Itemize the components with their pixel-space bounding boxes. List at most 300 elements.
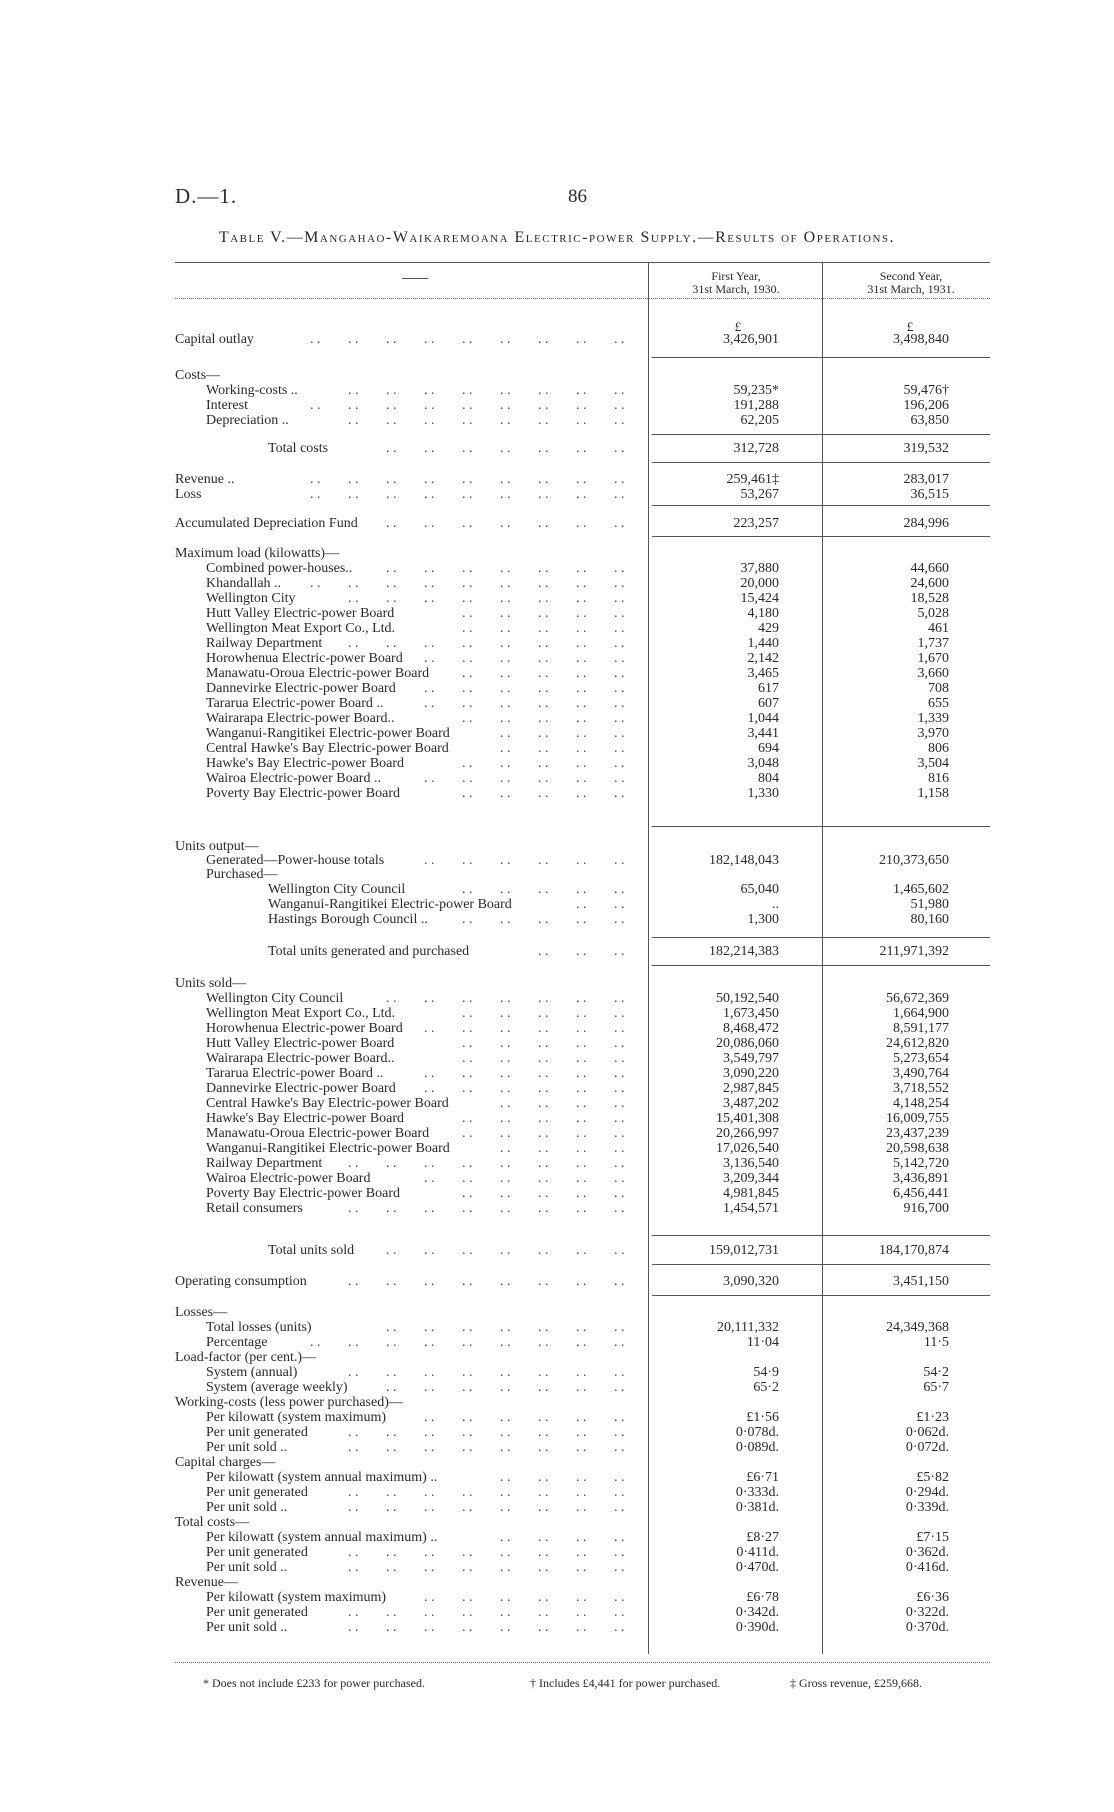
leader-dots: . . (576, 561, 587, 576)
leader-dots: . . (348, 1440, 359, 1455)
leader-dots: . . (614, 1365, 625, 1380)
leader-dots: . . (386, 472, 397, 487)
leader-dots: . . (538, 882, 549, 897)
row-label: Per unit generated (206, 1605, 308, 1620)
leader-dots: . . (576, 1560, 587, 1575)
leader-dots: . . (538, 681, 549, 696)
leader-dots: . . (424, 636, 435, 651)
leader-dots: . . (386, 636, 397, 651)
table-row (0, 383, 1114, 398)
leader-dots: . . (576, 726, 587, 741)
leader-dots: . . (614, 1036, 625, 1051)
leader-dots: . . (500, 1620, 511, 1635)
table-row (0, 591, 1114, 606)
leader-dots: . . (386, 561, 397, 576)
leader-dots: . . (462, 332, 473, 347)
blank-column-dash (402, 278, 428, 279)
leader-dots: . . (424, 1605, 435, 1620)
leader-dots: . . (614, 1141, 625, 1156)
leader-dots: . . (538, 383, 549, 398)
leader-dots: . . (462, 621, 473, 636)
rule-depreciation (652, 536, 990, 537)
leader-dots: . . (500, 383, 511, 398)
leader-dots: . . (424, 1440, 435, 1455)
leader-dots: . . (386, 1425, 397, 1440)
row-label: Hawke's Bay Electric-power Board (206, 756, 405, 771)
table-row (0, 944, 1114, 959)
leader-dots: . . (462, 756, 473, 771)
leader-dots: . . (386, 383, 397, 398)
leader-dots: . . (500, 1051, 511, 1066)
value-second-year: 655 (928, 696, 949, 711)
leader-dots: . . (576, 591, 587, 606)
value-first-year: 3,465 (747, 666, 779, 681)
value-first-year: 182,148,043 (709, 853, 779, 868)
header-bottom-rule (175, 298, 990, 299)
row-label: Poverty Bay Electric-power Board (206, 786, 400, 801)
leader-dots: . . (576, 1470, 587, 1485)
leader-dots: . . (424, 681, 435, 696)
value-first-year: 2,142 (747, 651, 779, 666)
leader-dots: . . (576, 1320, 587, 1335)
table-row (0, 839, 1114, 854)
leader-dots: . . (538, 1410, 549, 1425)
leader-dots: . . (424, 413, 435, 428)
leader-dots: . . (538, 944, 549, 959)
leader-dots: . . (386, 398, 397, 413)
leader-dots: . . (500, 991, 511, 1006)
leader-dots: . . (386, 1335, 397, 1350)
leader-dots: . . (538, 1605, 549, 1620)
leader-dots: . . (538, 1620, 549, 1635)
table-row (0, 1186, 1114, 1201)
leader-dots: . . (500, 1081, 511, 1096)
leader-dots: . . (386, 1545, 397, 1560)
table-row (0, 516, 1114, 531)
leader-dots: . . (500, 441, 511, 456)
row-label: Purchased— (206, 867, 278, 882)
leader-dots: . . (614, 1530, 625, 1545)
table-row (0, 1530, 1114, 1545)
footnote-b: † Includes £4,441 for power purchased. (530, 1676, 721, 1690)
leader-dots: . . (538, 1500, 549, 1515)
value-first-year: 59,235* (733, 383, 779, 398)
leader-dots: . . (500, 1171, 511, 1186)
table-row (0, 1335, 1114, 1350)
leader-dots: . . (462, 1111, 473, 1126)
leader-dots: . . (538, 1320, 549, 1335)
value-first-year: 259,461‡ (726, 472, 779, 487)
leader-dots: . . (576, 516, 587, 531)
row-label: Interest (206, 398, 248, 413)
leader-dots: . . (386, 576, 397, 591)
leader-dots: . . (538, 726, 549, 741)
rule-total-sold (652, 1264, 990, 1265)
value-first-year: 3,426,901 (723, 332, 779, 347)
value-second-year: 36,515 (910, 487, 949, 502)
leader-dots: . . (576, 991, 587, 1006)
leader-dots: . . (348, 1545, 359, 1560)
leader-dots: . . (576, 398, 587, 413)
leader-dots: . . (538, 1021, 549, 1036)
value-first-year: 54·9 (753, 1365, 779, 1380)
leader-dots: . . (424, 332, 435, 347)
leader-dots: . . (500, 398, 511, 413)
leader-dots: . . (614, 771, 625, 786)
leader-dots: . . (462, 666, 473, 681)
value-second-year: 3,451,150 (893, 1274, 949, 1289)
row-label: Depreciation .. (206, 413, 289, 428)
leader-dots: . . (348, 1425, 359, 1440)
leader-dots: . . (462, 696, 473, 711)
leader-dots: . . (310, 487, 321, 502)
leader-dots: . . (576, 1605, 587, 1620)
leader-dots: . . (538, 441, 549, 456)
table-row (0, 1141, 1114, 1156)
value-second-year: 184,170,874 (879, 1243, 949, 1258)
leader-dots: . . (386, 487, 397, 502)
leader-dots: . . (424, 1500, 435, 1515)
value-second-year: 44,660 (910, 561, 949, 576)
leader-dots: . . (500, 696, 511, 711)
row-label: Per kilowatt (system annual maximum) .. (206, 1530, 438, 1545)
value-second-year: £5·82 (916, 1470, 949, 1485)
leader-dots: . . (614, 413, 625, 428)
leader-dots: . . (500, 1365, 511, 1380)
leader-dots: . . (576, 332, 587, 347)
value-first-year: 4,981,845 (723, 1186, 779, 1201)
leader-dots: . . (576, 912, 587, 927)
leader-dots: . . (424, 1274, 435, 1289)
leader-dots: . . (538, 853, 549, 868)
leader-dots: . . (576, 1440, 587, 1455)
leader-dots: . . (614, 332, 625, 347)
row-label: Manawatu-Oroua Electric-power Board (206, 666, 430, 681)
value-second-year: 5,028 (917, 606, 949, 621)
leader-dots: . . (576, 1066, 587, 1081)
leader-dots: . . (576, 441, 587, 456)
leader-dots: . . (576, 383, 587, 398)
leader-dots: . . (614, 591, 625, 606)
value-first-year: 17,026,540 (716, 1141, 779, 1156)
leader-dots: . . (576, 1201, 587, 1216)
value-first-year: 20,266,997 (716, 1126, 779, 1141)
leader-dots: . . (500, 1410, 511, 1425)
leader-dots: . . (462, 1545, 473, 1560)
leader-dots: . . (576, 1141, 587, 1156)
leader-dots: . . (348, 1201, 359, 1216)
leader-dots: . . (424, 383, 435, 398)
table-row (0, 1515, 1114, 1530)
value-first-year: 191,288 (733, 398, 779, 413)
leader-dots: . . (462, 1365, 473, 1380)
table-row (0, 771, 1114, 786)
leader-dots: . . (538, 741, 549, 756)
value-first-year: 3,136,540 (723, 1156, 779, 1171)
leader-dots: . . (462, 882, 473, 897)
value-second-year: 1,339 (917, 711, 949, 726)
leader-dots: . . (614, 1274, 625, 1289)
leader-dots: . . (500, 487, 511, 502)
rule-maxload (652, 826, 990, 827)
leader-dots: . . (424, 1545, 435, 1560)
leader-dots: . . (424, 1365, 435, 1380)
value-first-year: 11·04 (746, 1335, 779, 1350)
leader-dots: . . (576, 882, 587, 897)
leader-dots: . . (462, 1201, 473, 1216)
leader-dots: . . (500, 1066, 511, 1081)
leader-dots: . . (462, 636, 473, 651)
row-label: Losses— (175, 1305, 228, 1320)
table-row (0, 546, 1114, 561)
leader-dots: . . (500, 912, 511, 927)
leader-dots: . . (386, 1440, 397, 1455)
table-row (0, 1156, 1114, 1171)
leader-dots: . . (614, 853, 625, 868)
leader-dots: . . (614, 1171, 625, 1186)
leader-dots: . . (576, 576, 587, 591)
row-label: System (annual) (206, 1365, 298, 1380)
value-first-year: 1,454,571 (723, 1201, 779, 1216)
footnote-a: * Does not include £233 for power purchased. (203, 1676, 425, 1690)
value-second-year: 5,142,720 (893, 1156, 949, 1171)
leader-dots: . . (462, 771, 473, 786)
rule-units-sold (652, 1235, 990, 1236)
row-label: Wairarapa Electric-power Board.. (206, 1051, 395, 1066)
leader-dots: . . (538, 1006, 549, 1021)
leader-dots: . . (614, 398, 625, 413)
row-label: Revenue .. (175, 472, 235, 487)
leader-dots: . . (538, 1156, 549, 1171)
leader-dots: . . (614, 912, 625, 927)
value-second-year: 65·7 (923, 1380, 949, 1395)
leader-dots: . . (614, 1470, 625, 1485)
table-row (0, 1365, 1114, 1380)
value-first-year: 694 (758, 741, 779, 756)
leader-dots: . . (500, 413, 511, 428)
value-second-year: 3,504 (917, 756, 949, 771)
leader-dots: . . (576, 681, 587, 696)
row-label: Wanganui-Rangitikei Electric-power Board (206, 1141, 450, 1156)
leader-dots: . . (500, 1243, 511, 1258)
value-first-year: 15,401,308 (716, 1111, 779, 1126)
leader-dots: . . (424, 1156, 435, 1171)
value-second-year: 816 (928, 771, 949, 786)
table-row (0, 651, 1114, 666)
value-second-year: 0·416d. (905, 1560, 949, 1575)
value-second-year: 3,490,764 (893, 1066, 949, 1081)
leader-dots: . . (500, 1021, 511, 1036)
leader-dots: . . (538, 1081, 549, 1096)
leader-dots: . . (576, 1335, 587, 1350)
leader-dots: . . (538, 1111, 549, 1126)
leader-dots: . . (576, 1096, 587, 1111)
leader-dots: . . (576, 1051, 587, 1066)
table-row (0, 786, 1114, 801)
leader-dots: . . (538, 912, 549, 927)
leader-dots: . . (538, 666, 549, 681)
value-first-year: £1·56 (746, 1410, 779, 1425)
table-row (0, 991, 1114, 1006)
leader-dots: . . (538, 398, 549, 413)
leader-dots: . . (386, 413, 397, 428)
leader-dots: . . (424, 441, 435, 456)
value-first-year: 0·078d. (735, 1425, 779, 1440)
value-first-year: 2,987,845 (723, 1081, 779, 1096)
value-first-year: 429 (758, 621, 779, 636)
table-row (0, 1455, 1114, 1470)
value-first-year: 1,044 (747, 711, 779, 726)
value-second-year: 4,148,254 (893, 1096, 949, 1111)
leader-dots: . . (386, 1320, 397, 1335)
row-label: Generated—Power-house totals (206, 853, 385, 868)
leader-dots: . . (614, 1620, 625, 1635)
leader-dots: . . (576, 487, 587, 502)
leader-dots: . . (538, 786, 549, 801)
row-label: Loss (175, 487, 202, 502)
table-row (0, 882, 1114, 897)
rule-loss (652, 505, 990, 506)
leader-dots: . . (462, 1243, 473, 1258)
leader-dots: . . (348, 1156, 359, 1171)
table-row (0, 398, 1114, 413)
leader-dots: . . (500, 1156, 511, 1171)
leader-dots: . . (424, 1620, 435, 1635)
row-label: Hawke's Bay Electric-power Board (206, 1111, 405, 1126)
leader-dots: . . (614, 576, 625, 591)
row-label: Per kilowatt (system annual maximum) .. (206, 1470, 438, 1485)
col-header-first-year (652, 270, 820, 296)
leader-dots: . . (500, 1470, 511, 1485)
leader-dots: . . (462, 1380, 473, 1395)
leader-dots: . . (614, 472, 625, 487)
leader-dots: . . (348, 1365, 359, 1380)
row-label: Units output— (175, 839, 259, 854)
leader-dots: . . (614, 1545, 625, 1560)
leader-dots: . . (386, 991, 397, 1006)
leader-dots: . . (614, 1081, 625, 1096)
leader-dots: . . (348, 636, 359, 651)
leader-dots: . . (462, 651, 473, 666)
leader-dots: . . (500, 591, 511, 606)
leader-dots: . . (576, 1171, 587, 1186)
row-label: Per unit sold .. (206, 1500, 288, 1515)
value-second-year: 24,600 (910, 576, 949, 591)
leader-dots: . . (462, 1066, 473, 1081)
leader-dots: . . (614, 1021, 625, 1036)
col-second-line2: 31st March, 1931. (867, 282, 955, 296)
leader-dots: . . (538, 1141, 549, 1156)
leader-dots: . . (348, 383, 359, 398)
value-second-year: 1,670 (917, 651, 949, 666)
table-row (0, 1410, 1114, 1425)
leader-dots: . . (576, 1620, 587, 1635)
row-label: Working-costs .. (206, 383, 298, 398)
leader-dots: . . (538, 472, 549, 487)
value-first-year: 8,468,472 (723, 1021, 779, 1036)
leader-dots: . . (538, 1274, 549, 1289)
leader-dots: . . (500, 1605, 511, 1620)
leader-dots: . . (538, 771, 549, 786)
row-label: Central Hawke's Bay Electric-power Board (206, 1096, 449, 1111)
row-label: Railway Department (206, 1156, 323, 1171)
table-row (0, 1545, 1114, 1560)
leader-dots: . . (348, 591, 359, 606)
leader-dots: . . (576, 1380, 587, 1395)
value-first-year: £8·27 (746, 1530, 779, 1545)
leader-dots: . . (500, 1186, 511, 1201)
value-second-year: 16,009,755 (886, 1111, 949, 1126)
leader-dots: . . (500, 1545, 511, 1560)
table-row (0, 1111, 1114, 1126)
leader-dots: . . (500, 1560, 511, 1575)
leader-dots: . . (462, 516, 473, 531)
row-label: Per kilowatt (system maximum) (206, 1410, 387, 1425)
currency-first: £ (734, 319, 742, 334)
value-first-year: 0·390d. (735, 1620, 779, 1635)
leader-dots: . . (500, 1096, 511, 1111)
leader-dots: . . (310, 576, 321, 591)
table-row (0, 1440, 1114, 1455)
row-label: Wairoa Electric-power Board (206, 1171, 371, 1186)
table-row (0, 1425, 1114, 1440)
document-code: D.—1. (175, 184, 238, 208)
leader-dots: . . (500, 621, 511, 636)
leader-dots: . . (462, 711, 473, 726)
leader-dots: . . (576, 606, 587, 621)
value-first-year: 20,111,332 (717, 1320, 779, 1335)
value-first-year: 3,549,797 (723, 1051, 779, 1066)
value-first-year: 53,267 (740, 487, 779, 502)
value-first-year: 65,040 (740, 882, 779, 897)
row-label: Wellington Meat Export Co., Ltd. (206, 1006, 396, 1021)
leader-dots: . . (538, 1365, 549, 1380)
value-second-year: 708 (928, 681, 949, 696)
value-first-year: 37,880 (740, 561, 779, 576)
leader-dots: . . (614, 711, 625, 726)
row-label: Total costs— (175, 1515, 250, 1530)
rule-total-costs (652, 462, 990, 463)
table-row (0, 1500, 1114, 1515)
leader-dots: . . (462, 1605, 473, 1620)
leader-dots: . . (538, 1186, 549, 1201)
value-second-year: 18,528 (910, 591, 949, 606)
leader-dots: . . (538, 1066, 549, 1081)
row-label: Units sold— (175, 976, 247, 991)
leader-dots: . . (576, 853, 587, 868)
leader-dots: . . (424, 561, 435, 576)
leader-dots: . . (500, 666, 511, 681)
leader-dots: . . (462, 1171, 473, 1186)
leader-dots: . . (500, 1320, 511, 1335)
table-row (0, 912, 1114, 927)
row-label: Combined power-houses.. (206, 561, 353, 576)
leader-dots: . . (462, 853, 473, 868)
row-label: Retail consumers (206, 1201, 303, 1216)
leader-dots: . . (576, 1274, 587, 1289)
row-label: Dannevirke Electric-power Board (206, 1081, 396, 1096)
table-row (0, 1320, 1114, 1335)
table-row (0, 897, 1114, 912)
leader-dots: . . (386, 1605, 397, 1620)
leader-dots: . . (614, 441, 625, 456)
row-label: Horowhenua Electric-power Board (206, 651, 403, 666)
row-label: Capital outlay (175, 332, 254, 347)
table-row (0, 1126, 1114, 1141)
value-second-year: £7·15 (916, 1530, 949, 1545)
table-row (0, 1051, 1114, 1066)
leader-dots: . . (462, 1021, 473, 1036)
